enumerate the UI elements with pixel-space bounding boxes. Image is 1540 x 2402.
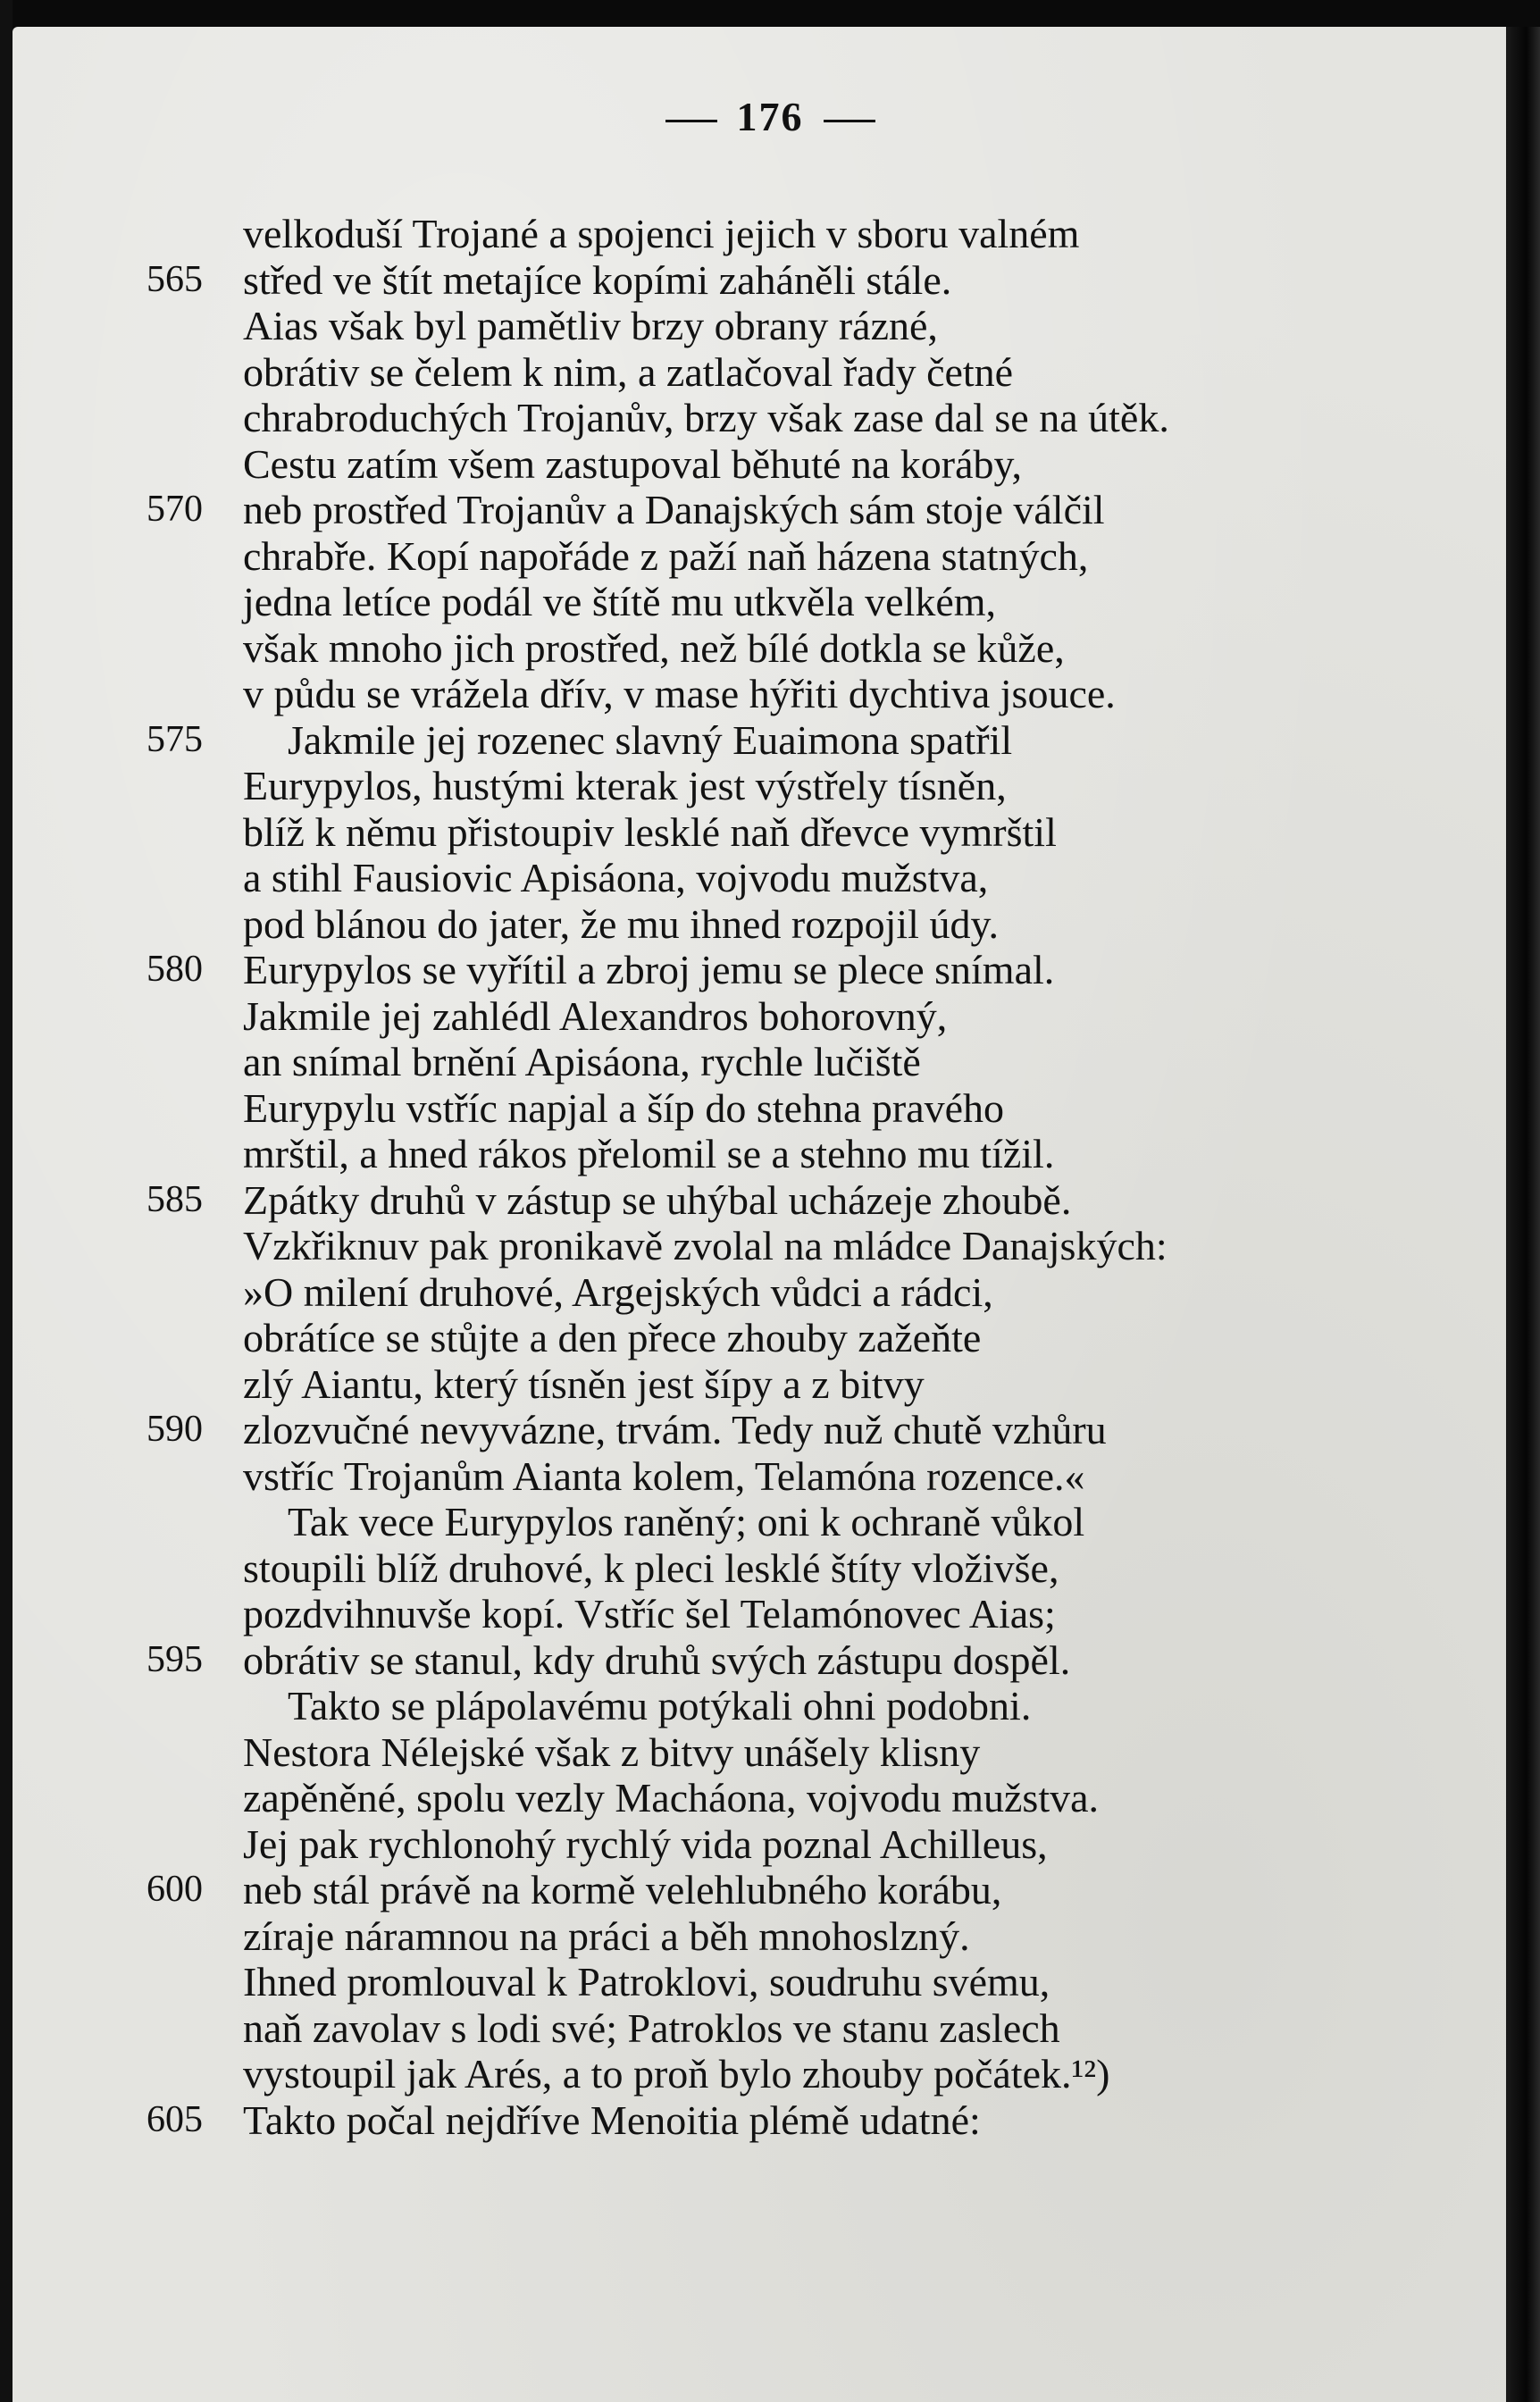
verse-line	[0, 1361, 1540, 1408]
verse-line	[0, 1545, 1540, 1592]
verse-line	[0, 947, 1540, 993]
verse-line	[0, 1867, 1540, 1913]
verse-text: velkoduší Trojané a spojenci jejich v sboru valném	[243, 211, 1080, 256]
verse-line	[0, 487, 1540, 533]
header-dash-right	[824, 120, 875, 122]
verse-line	[0, 2051, 1540, 2097]
verse-text: Jakmile jej rozenec slavný Euaimona spatřil	[288, 716, 1013, 763]
verse-line	[0, 395, 1540, 441]
verse-text: Nestora Nélejské však z bitvy unášely klisny	[243, 1728, 981, 1775]
verse-line	[0, 1407, 1540, 1453]
verse-text: chrabře. Kopí napořáde z paží naň házena statných,	[243, 532, 1089, 579]
verse-text: zlý Aiantu, který tísněn jest šípy a z bitvy	[243, 1360, 925, 1407]
verse-line	[0, 1913, 1540, 1960]
header-dash-left	[665, 120, 717, 122]
verse-line	[0, 533, 1540, 580]
verse-line	[0, 257, 1540, 304]
verse-text: vystoupil jak Arés, a to proň bylo zhouby počátek.¹²)	[243, 2051, 1110, 2097]
verse-text: naň zavolav s lodi své; Patroklos ve stanu zaslech	[243, 2004, 1060, 2051]
verse-text: Eurypylos se vyřítil a zbroj jemu se plece snímal.	[243, 947, 1055, 992]
verse-text: Jakmile jej zahlédl Alexandros bohorovný,	[243, 992, 948, 1039]
verse-text: Zpátky druhů v zástup se uhýbal ucházeje zhoubě.	[243, 1176, 1072, 1223]
verse-text: Ihned promlouval k Patroklovi, soudruhu svému,	[243, 1959, 1050, 2004]
verse-line	[0, 1315, 1540, 1361]
verse-line	[0, 625, 1540, 672]
verse-line	[0, 671, 1540, 717]
verse-line	[0, 1821, 1540, 1868]
verse-line	[0, 579, 1540, 625]
verse-text: Takto se plápolavému potýkali ohni podobni.	[288, 1683, 1032, 1728]
verse-line	[0, 1637, 1540, 1684]
verse-line	[0, 211, 1540, 257]
verse-text: zíraje náramnou na práci a běh mnohoslzný.	[243, 1912, 970, 1959]
verse-line	[0, 717, 1540, 764]
line-number: 575	[146, 718, 203, 760]
verse-line	[0, 1683, 1540, 1729]
verse-text: Eurypylu vstříc napjal a šíp do stehna pravého	[243, 1084, 1005, 1131]
verse-text: Takto počal nejdříve Menoitia plémě udatné:	[243, 2097, 981, 2143]
verse-line	[0, 1223, 1540, 1269]
verse-text: blíž k němu přistoupiv lesklé naň dřevce vymrštil	[243, 808, 1057, 855]
verse-text: chrabroduchých Trojanův, brzy však zase dal se na útěk.	[243, 395, 1169, 440]
scan-top-border	[0, 0, 1540, 27]
verse-text: Jej pak rychlonohý rychlý vida poznal Achilleus,	[243, 1820, 1048, 1867]
verse-text: v půdu se vrážela dřív, v mase hýřiti dychtiva jsouce.	[243, 671, 1116, 716]
line-number: 580	[146, 949, 203, 990]
verse-line	[0, 1177, 1540, 1224]
verse-text: střed ve štít metajíce kopími zaháněli stále.	[243, 256, 952, 303]
verse-line	[0, 303, 1540, 349]
verse-text: zapěněné, spolu vezly Macháona, vojvodu mužstva.	[243, 1775, 1100, 1820]
verse-line	[0, 1729, 1540, 1776]
verse-line	[0, 441, 1540, 488]
verse-line	[0, 1499, 1540, 1545]
verse-block	[0, 211, 1540, 2143]
verse-line	[0, 763, 1540, 809]
verse-text: Vzkřiknuv pak pronikavě zvolal na mládce Danajských:	[243, 1223, 1168, 1268]
verse-text: obrátiv se čelem k nim, a zatlačoval řady četné	[243, 348, 1014, 395]
verse-text: a stihl Fausiovic Apisáona, vojvodu mužstva,	[243, 855, 989, 900]
verse-text: Aias však byl pamětliv brzy obrany rázné,	[243, 303, 938, 348]
verse-line	[0, 2005, 1540, 2052]
line-number: 595	[146, 1638, 203, 1680]
verse-line	[0, 1775, 1540, 1821]
verse-text: obrátíce se stůjte a den přece zhouby zažeňte	[243, 1315, 982, 1360]
verse-text: an snímal brnění Apisáona, rychle lučiště	[243, 1039, 921, 1084]
verse-line	[0, 855, 1540, 901]
verse-text: stoupili blíž druhové, k pleci lesklé štíty vloživše,	[243, 1544, 1059, 1591]
verse-text: však mnoho jich prostřed, než bílé dotkla se kůže,	[243, 624, 1065, 671]
verse-text: Cestu zatím všem zastupoval běhuté na koráby,	[243, 440, 1023, 487]
verse-text: neb prostřed Trojanův a Danajských sám stoje válčil	[243, 487, 1105, 532]
verse-text: neb stál právě na kormě velehlubného korábu,	[243, 1867, 1002, 1912]
verse-line	[0, 1453, 1540, 1500]
verse-text: zlozvučné nevyvázne, trvám. Tedy nuž chutě vzhůru	[243, 1407, 1107, 1452]
line-number: 605	[146, 2098, 203, 2140]
verse-text: pozdvihnuvše kopí. Vstříc šel Telamónovec Aias;	[243, 1591, 1056, 1636]
verse-line	[0, 1959, 1540, 2005]
verse-line	[0, 1591, 1540, 1637]
page-number: 176	[736, 94, 804, 139]
verse-text: pod blánou do jater, že mu ihned rozpojil údy.	[243, 900, 999, 947]
verse-text: »O milení druhové, Argejských vůdci a rádci,	[243, 1268, 993, 1315]
line-number: 590	[146, 1409, 203, 1450]
verse-text: jedna letíce podál ve štítě mu utkvěla velkém,	[243, 579, 997, 624]
line-number: 585	[146, 1178, 203, 1220]
verse-text: obrátiv se stanul, kdy druhů svých zástupu dospěl.	[243, 1636, 1071, 1683]
line-number: 570	[146, 489, 203, 530]
verse-line	[0, 1085, 1540, 1132]
verse-text: vstříc Trojanům Aianta kolem, Telamóna rozence.«	[243, 1452, 1085, 1499]
verse-line	[0, 1039, 1540, 1085]
line-number: 600	[146, 1869, 203, 1910]
verse-line	[0, 2097, 1540, 2144]
verse-line	[0, 809, 1540, 856]
verse-text: Eurypylos, hustými kterak jest výstřely tísněn,	[243, 763, 1007, 808]
verse-line	[0, 349, 1540, 396]
page-header	[0, 93, 1540, 140]
verse-text: mrštil, a hned rákos přelomil se a stehno mu tížil.	[243, 1131, 1055, 1176]
verse-line	[0, 1131, 1540, 1177]
verse-line	[0, 1269, 1540, 1316]
line-number: 565	[146, 258, 203, 300]
verse-line	[0, 993, 1540, 1040]
verse-line	[0, 901, 1540, 948]
verse-text: Tak vece Eurypylos raněný; oni k ochraně vůkol	[288, 1499, 1085, 1544]
